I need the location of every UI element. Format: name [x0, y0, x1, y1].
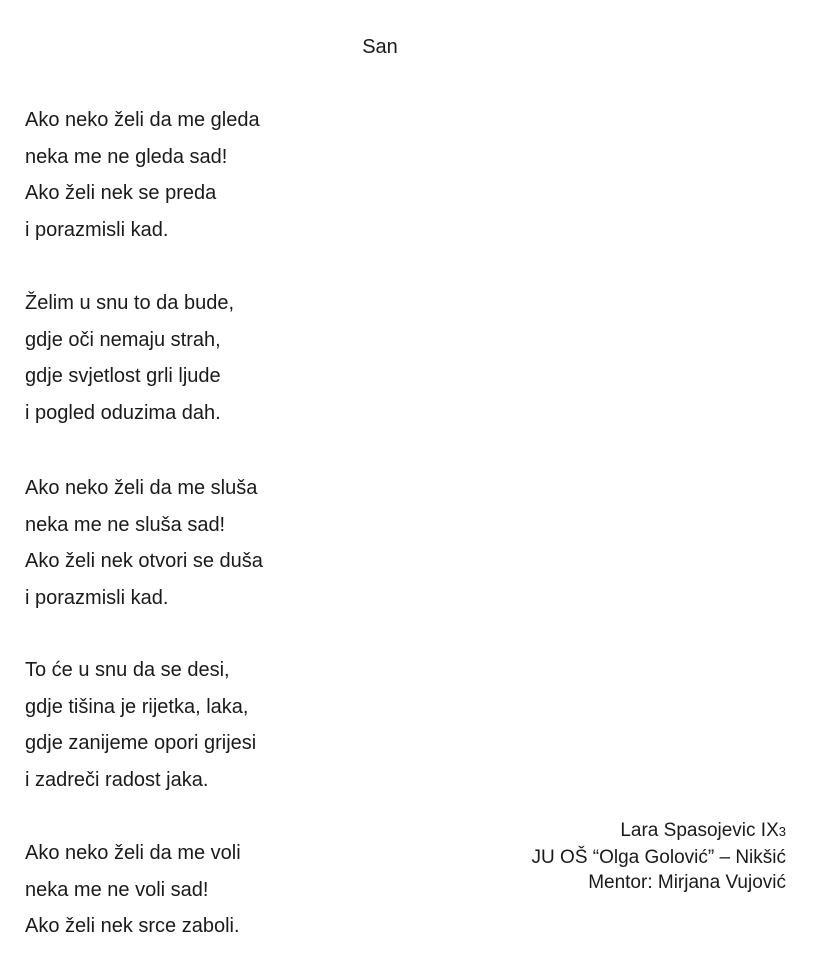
poem-line: i pogled oduzima dah.	[25, 402, 221, 425]
poem-line: Želim u snu to da bude,	[25, 292, 235, 314]
mentor-line: Mentor: Mirjana Vujović	[588, 872, 786, 893]
school-line: JU OŠ “Olga Golović” – Nikšić	[531, 846, 786, 868]
poem-line: i porazmisli kad.	[25, 219, 169, 242]
stanza-4	[25, 652, 256, 799]
poem-line: i porazmisli kad.	[25, 587, 169, 610]
stanza-2	[25, 285, 234, 432]
poem-line: gdje tišina je rijetka, laka,	[25, 695, 249, 718]
poem-line: Ako želi nek se preda	[25, 182, 217, 205]
author-line	[532, 818, 786, 845]
poem-line: neka me ne gleda sad!	[25, 145, 228, 168]
poem-line: neka me ne voli sad!	[25, 878, 209, 901]
poem-title: San	[362, 36, 398, 58]
author-name: Lara Spasojevic IX	[620, 820, 779, 841]
poem-line: To će u snu da se desi,	[25, 659, 230, 681]
poem-line: Ako želi nek otvori se duša	[25, 550, 263, 573]
poem-line: Ako neko želi da me voli	[25, 842, 241, 864]
stanza-1	[25, 102, 260, 249]
poem-line: gdje svjetlost grli ljude	[25, 365, 221, 388]
stanza-5	[25, 835, 241, 945]
poem-line: i zadreči radost jaka.	[25, 769, 209, 792]
credits-block	[532, 818, 786, 896]
poem-line: Ako neko želi da me sluša	[25, 477, 258, 499]
poem-line: Ako želi nek srce zaboli.	[25, 915, 240, 938]
stanza-3	[25, 470, 263, 617]
grade-subscript: 3	[778, 824, 786, 839]
poem-line: gdje zanijeme opori grijesi	[25, 732, 257, 755]
poem-line: neka me ne sluša sad!	[25, 513, 226, 536]
poem-line: Ako neko želi da me gleda	[25, 109, 260, 131]
poem-line: gdje oči nemaju strah,	[25, 328, 221, 351]
